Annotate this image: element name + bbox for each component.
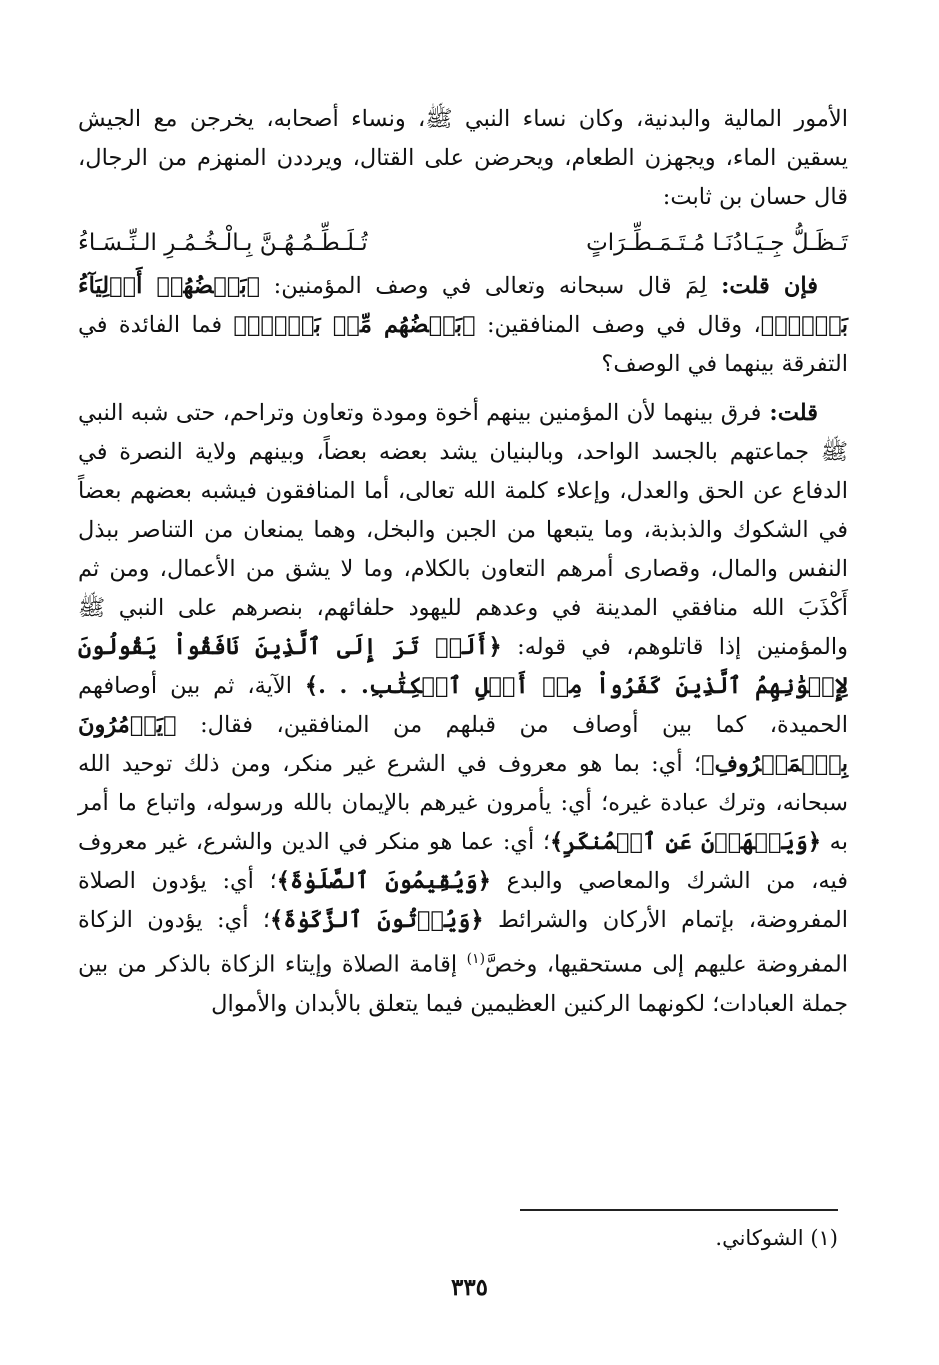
answer-text-g: إقامة الصلاة وإيتاء الزكاة بالذكر من بين جملة العبادات؛ لكونهما الركنين العظيمين فيما يتعلق بالأبدان والأموال: [78, 951, 848, 1017]
answer-lead: قلت:: [761, 400, 819, 426]
quran-quote-maruf: ﴿يَأۡمُرُونَ بِٱلۡمَعۡرُوفِ﴾: [78, 712, 848, 777]
footnote: (١) الشوكاني.: [715, 1226, 838, 1250]
footnote-reference: (١): [466, 951, 486, 967]
page-body: [78, 100, 848, 1024]
answer-text-a: فرق بينهما لأن المؤمنين بينهم أخوة ومودة وتعاون وتراحم، حتى شبه النبي ﷺ جماعتهم بالجسد الواحد، وبالبنيان يشد بعضه بعضاً، وبينهم ولاية النصرة في الدفاع عن الحق والعدل، وإعلاء كلمة الله تعالى، أما المنافقون فيشبه بعضهم بعضاً في الشكوك والذبذبة، وما يتبعها من الجبن والبخل، وهما يمنعان من التناصر ببذل النفس والمال، وقصارى أمرهم التعاون بالكلام، وما لا يشق من الأعمال، ومن ثم أَكْذَبَ الله منافقي المدينة في وعدهم لليهود حلفائهم، بنصرهم على النبي ﷺ والمؤمنين إذا قاتلوهم، في قوله:: [78, 400, 848, 660]
question-text-a: لِمَ قال سبحانه وتعالى في وصف المؤمنين:: [260, 273, 707, 299]
answer-text-e: ؛ أي: يؤدون الصلاة المفروضة، بإتمام الأركان والشرائط: [78, 868, 848, 933]
quran-quote-salah: ﴿وَيُقِيمُونَ ٱلصَّلَوٰةَ﴾: [276, 868, 491, 894]
poem-verse: [78, 221, 848, 265]
quran-quote-munkar: ﴿وَيَنۡهَوۡنَ عَنِ ٱلۡمُنكَرِ﴾: [550, 829, 822, 855]
paragraph-women-support: الأمور المالية والبدنية، وكان نساء النبي ﷺ، ونساء أصحابه، يخرجن مع الجيش يسقين الماء، ويجهزن الطعام، ويحرضن على القتال، ويرددن المنهزم من الرجال، قال حسان بن ثابت:: [78, 106, 848, 210]
answer-text-d: ؛ أي: عما هو منكر في الدين والشرع، غير معروف فيه، من الشرك والمعاصي والبدع: [78, 829, 849, 894]
question-text-b: ، وقال في وصف المنافقين:: [475, 312, 761, 338]
poem-hemistich-left: تُـلَـطِّـمُـهُـنَّ بِـالْـخُـمُـرِ الـنِّـسَـاءُ: [78, 230, 368, 256]
answer-text-f: ؛ أي: يؤدون الزكاة المفروضة عليهم إلى مستحقيها، وخصَّ: [78, 907, 848, 978]
quran-quote-min-baad: ﴿بَعۡضُهُم مِّنۢ بَعۡضٖۚ﴾: [233, 312, 476, 338]
page-number: ٣٣٥: [450, 1274, 489, 1301]
quran-quote-zakah: ﴿وَيُؤۡتُونَ ٱلزَّكَوٰةَ﴾: [270, 907, 484, 933]
paragraph-question: [78, 267, 848, 384]
poem-hemistich-right: تَـظَـلُّ جِـيَـادُنَـا مُـتَـمَـطِّـرَاتٍ: [586, 230, 848, 256]
paragraph-answer: [78, 394, 848, 1024]
question-lead: فإن قلت:: [706, 273, 818, 299]
answer-text-b: الآية، ثم بين أوصافهم الحميدة، كما بين أوصاف من قبلهم من المنافقين، فقال:: [78, 673, 848, 738]
quran-quote-nafaqu: ﴿أَلَمۡ تَرَ إِلَى ٱلَّذِينَ نَافَقُواْ يَقُولُونَ لِإِخۡوَٰنِهِمُ ٱلَّذِينَ كَفَرُواْ مِنۡ أَهۡلِ ٱلۡكِتَٰبِ. . .﴾: [78, 634, 848, 699]
answer-text-c: ؛ أي: بما هو معروف في الشرع غير منكر، ومن ذلك توحيد الله سبحانه، وترك عبادة غيره؛ أي: يأمرون غيرهم بالإيمان بالله ورسوله، واتباع ما أمر به: [78, 751, 848, 855]
question-text-c: فما الفائدة في التفرقة بينهما في الوصف؟: [78, 312, 848, 377]
footnote-divider: [520, 1209, 838, 1211]
quran-quote-awliya: ﴿بَعۡضُهُمۡ أَوۡلِيَآءُ بَعۡضٖۚ﴾: [78, 273, 849, 338]
